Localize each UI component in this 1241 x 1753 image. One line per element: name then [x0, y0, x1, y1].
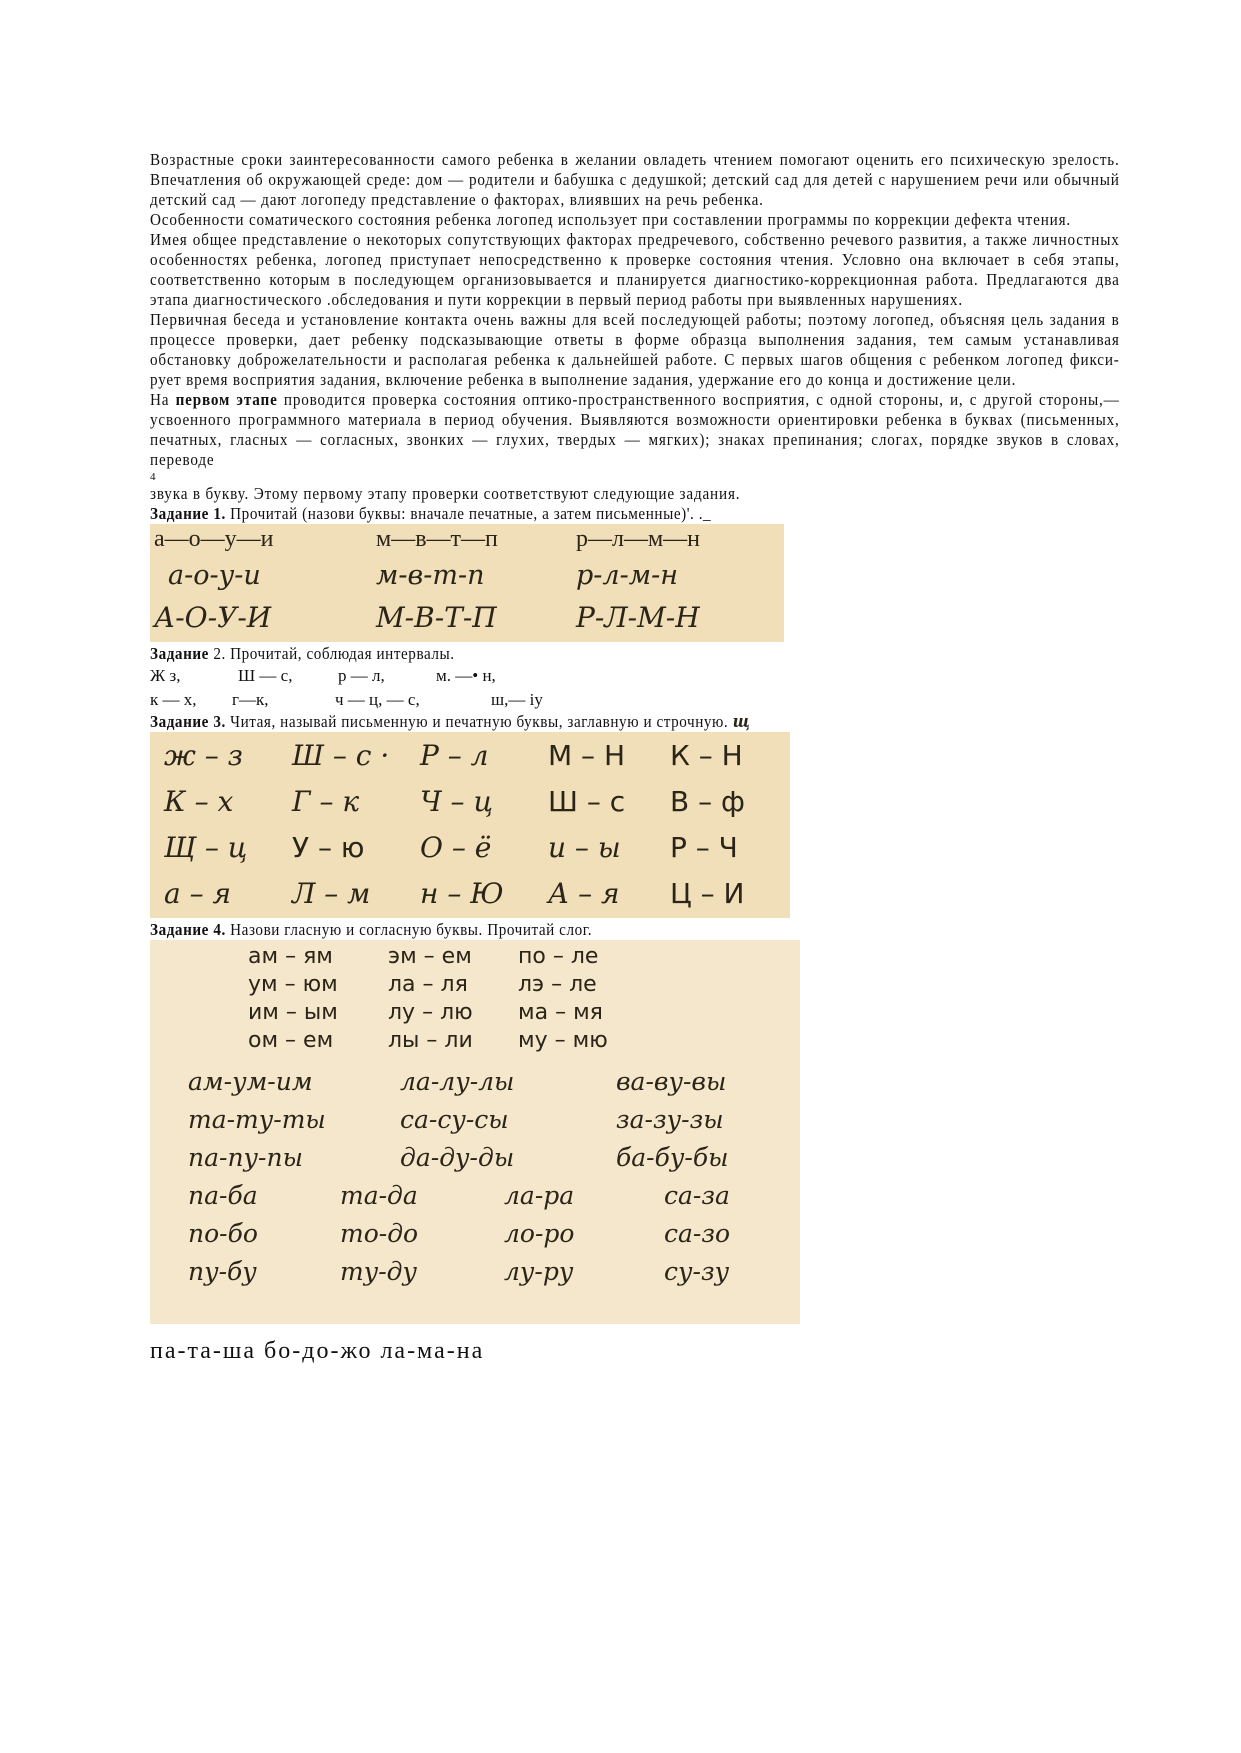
script-lower-row — [154, 554, 784, 596]
letter-pair: к — х, — [150, 690, 197, 709]
syllable-group: та-ту-ты — [188, 1104, 326, 1134]
syllable-pair: су-зу — [664, 1256, 730, 1286]
page-number: 4 — [150, 471, 156, 483]
syllable-pair: лэ – ле — [518, 971, 597, 997]
letter-group: М-В-Т-П — [376, 600, 497, 634]
syllable-group: ба-бу-бы — [616, 1142, 729, 1172]
script-pair-row — [188, 1252, 800, 1290]
syllable-pair: им – ым — [248, 999, 338, 1025]
syllable-row — [248, 1026, 800, 1054]
letter-group: Р-Л-М-Н — [576, 600, 700, 634]
task-text: Читая, называй письменную и печатную буквы, заглавную и строчную. — [225, 712, 729, 731]
bold-term: первом этапе — [175, 390, 278, 409]
syllable-group: са-су-сы — [400, 1104, 509, 1134]
paragraph-stages: Имея общее представление о некоторых сопутствующих факторах предречевого, собственно речевого развития, а также личностных особенностях ребенка, логопед приступает непосредственно к проверке состояния чтения. Условно она включает в себя этапы, соответственно которым в последующем организовывается и планируется диагностико-коррекционная работа. Предлагаются два этапа диагностического .обследования и пути коррекции в первый период работы при выявленных нарушениях. — [150, 230, 1120, 309]
letter-pair: К – х — [164, 784, 234, 818]
script-syllable-row — [188, 1138, 800, 1176]
paragraph-interest: Возрастные сроки заинтересованности самого ребенка в желании овладеть чтением помогают оценить его психическую зрелость. Впечатления об окружающей среде: дом — родители и бабушка с дедушкой; детский сад для детей с нарушением речи или обычный детский сад — дают логопеду представление о факторах, влиявших на речь ребенка. — [150, 150, 1120, 209]
syllable-group: па-пу-пы — [188, 1142, 303, 1172]
syllable-pair: то-до — [340, 1218, 419, 1248]
letter-pair: В – ф — [670, 784, 745, 818]
task-4-heading — [150, 920, 1120, 940]
syllable-pair: ум – юм — [248, 971, 338, 997]
letter-group: а—о—у—и — [154, 525, 274, 552]
syllable-pair: по – ле — [518, 943, 599, 969]
syllable-pair: са-за — [664, 1180, 730, 1210]
task-3-letter-plate — [150, 732, 790, 918]
task-text: Назови гласную и согласную буквы. Прочитай слог. — [225, 920, 593, 939]
letter-group: р—л—м—н — [576, 525, 701, 552]
task-1-heading — [150, 504, 1120, 524]
script-syllable-row — [188, 1062, 800, 1100]
syllable-group: да-ду-ды — [400, 1142, 515, 1172]
syllable-group: за-зу-зы — [616, 1104, 724, 1134]
syllable-block — [150, 940, 800, 1054]
letter-pair: г—к, — [232, 690, 269, 709]
document-page — [150, 150, 1120, 1365]
letter-pair: Ш – с · — [292, 738, 390, 772]
syllable-pair: пу-бу — [188, 1256, 257, 1286]
script-upper-row — [154, 596, 784, 638]
paragraph-somatic: Особенности соматического состояния ребенка логопед использует при составлении программы по коррекции дефекта чтения. — [150, 210, 1072, 229]
syllable-pair: ом – ем — [248, 1027, 334, 1053]
task-2-line — [150, 688, 1120, 712]
text-run: На — [150, 390, 176, 409]
task-label: Задание — [150, 644, 209, 663]
task-4-syllable-plate — [150, 940, 800, 1324]
letter-pair: Ч – ц — [420, 784, 493, 818]
letter-pair: ж – з — [164, 738, 243, 772]
letter-pair: Щ – ц — [164, 830, 248, 864]
letter-group: м-в-т-п — [376, 559, 485, 591]
letter-pair: У – ю — [292, 830, 365, 864]
task-3-heading — [150, 712, 1120, 732]
syllable-pair: ту-ду — [340, 1256, 418, 1286]
syllable-pair: ла – ля — [388, 971, 468, 997]
task-label: Задание 4. — [150, 920, 226, 939]
letter-pair: Р – Ч — [670, 830, 738, 864]
letter-pair: Ш – с — [548, 784, 626, 818]
letter-row — [164, 870, 790, 916]
syllable-pair: та-да — [340, 1180, 418, 1210]
task-label: Задание 3. — [150, 712, 226, 731]
syllable-pair: ло-ро — [504, 1218, 575, 1248]
letter-pair: Р – л — [420, 738, 489, 772]
letter-row — [164, 732, 790, 778]
syllable-pair: лу-ру — [504, 1256, 574, 1286]
letter-pair: а – я — [164, 876, 232, 910]
syllable-pair: са-зо — [664, 1218, 731, 1248]
letter-group: А-О-У-И — [154, 600, 272, 634]
letter-pair: Г – к — [292, 784, 360, 818]
task-text: Прочитай (назови буквы: вначале печатные, а затем письменные)'. ._ — [225, 504, 712, 523]
syllable-row — [248, 942, 800, 970]
letter-pair: М – Н — [548, 738, 626, 772]
letter-pair: н – Ю — [420, 876, 504, 910]
letter-pair: Ш — с, — [238, 666, 293, 685]
syllable-group: ам-ум-им — [188, 1066, 313, 1096]
printed-row — [154, 524, 784, 554]
script-pair-row — [188, 1214, 800, 1252]
letter-pair: р — л, — [338, 666, 385, 685]
text-run: проводится проверка состояния оптико-пространственного восприятия, с одной стороны, и, с другой стороны,— усвоенного программного материала в период обучения. Выявляются возможности ориентировки ребенка в буквах (письменных, печатных, гласных — согласных, звонких — глухих, твердых — мягких); знаках препинания; слогах, порядке звуков в словах, переводе — [150, 390, 1120, 469]
syllable-group: ва-ву-вы — [616, 1066, 727, 1096]
final-syllable-line: па-та-ша бо-до-жо ла-ма-на — [150, 1338, 485, 1364]
letter-pair: Л – м — [292, 876, 371, 910]
task-1-letter-plate — [150, 524, 784, 642]
paragraph-contact: Первичная беседа и установление контакта очень важны для всей последующей работы; поэтому логопед, объясняя цель задания в процессе проверки, дает ребенку подсказывающие ответы в форме образца выполнения задания, тем самым устанавливая обстановку доброжелательности и располагая ребенка к дальнейшей работе. С первых шагов общения с ребенком логопед фикси-рует время восприятия задания, включение ребенка в выполнение задания, удержание его до конца и достижение цели. — [150, 310, 1120, 389]
continuation-text: звука в букву. Этому первому этапу проверки соответствуют следующие задания. — [150, 484, 741, 503]
letter-pair: К – Н — [670, 738, 743, 772]
letter-group: м—в—т—п — [376, 525, 498, 552]
script-syllable-row — [188, 1100, 800, 1138]
script-glyph: щ — [732, 712, 751, 731]
letter-group: а-о-у-и — [168, 559, 261, 591]
syllable-pair: ма – мя — [518, 999, 603, 1025]
syllable-pair: лу – лю — [388, 999, 473, 1025]
syllable-pair: по-бо — [188, 1218, 258, 1248]
letter-row — [164, 778, 790, 824]
syllable-pair: лы – ли — [388, 1027, 473, 1053]
letter-pair: Ж з, — [150, 666, 181, 685]
script-syllable-block — [150, 1054, 800, 1290]
letter-group: р-л-м-н — [576, 559, 679, 591]
task-2-line — [150, 664, 1120, 688]
syllable-group: ла-лу-лы — [400, 1066, 515, 1096]
letter-pair: ш,— іу — [491, 690, 543, 709]
syllable-pair: ла-ра — [504, 1180, 575, 1210]
letter-pair: О – ё — [420, 830, 492, 864]
script-pair-row — [188, 1176, 800, 1214]
letter-pair: м. —• н, — [436, 666, 496, 685]
syllable-pair: эм – ем — [388, 943, 472, 969]
syllable-row — [248, 998, 800, 1026]
letter-pair: А – я — [548, 876, 620, 910]
syllable-row — [248, 970, 800, 998]
syllable-pair: ам – ям — [248, 943, 333, 969]
letter-pair: Ц – И — [670, 876, 745, 910]
letter-row — [164, 824, 790, 870]
syllable-pair: па-ба — [188, 1180, 258, 1210]
task-text: 2. Прочитай, соблюдая интервалы. — [208, 644, 455, 663]
task-label: Задание 1. — [150, 504, 226, 523]
syllable-pair: му – мю — [518, 1027, 608, 1053]
task-2-heading — [150, 644, 1120, 664]
paragraph-first-stage — [150, 390, 1120, 470]
letter-pair: и – ы — [548, 830, 621, 864]
letter-pair: ч — ц, — с, — [335, 690, 420, 709]
